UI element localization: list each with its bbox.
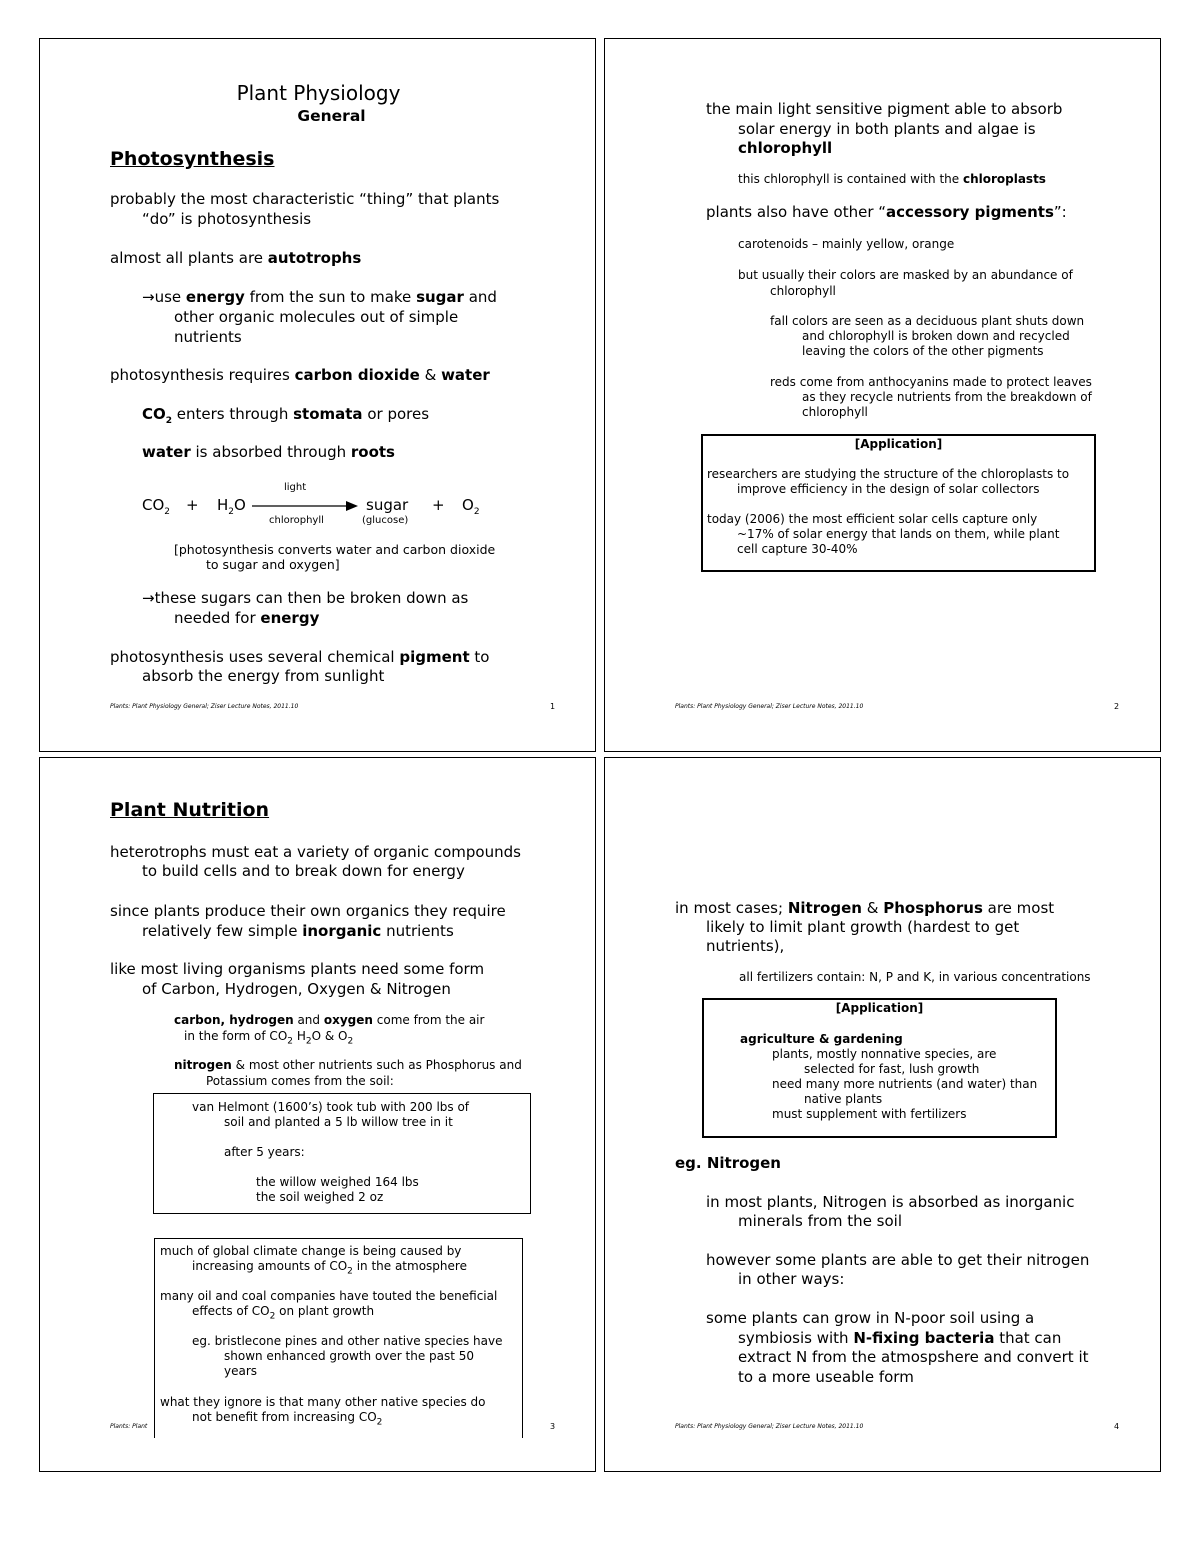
paragraph: symbiosis with N-fixing bacteria that can	[738, 1329, 1062, 1347]
paragraph: plants, mostly nonnative species, are	[772, 1047, 997, 1061]
equation-sugar: sugar	[366, 496, 409, 514]
paragraph: needed for energy	[174, 609, 320, 627]
experiment-box	[153, 1093, 531, 1214]
page-subtitle: General	[297, 107, 366, 125]
paragraph: in most cases; Nitrogen & Phosphorus are most	[675, 899, 1055, 917]
paragraph: agriculture & gardening	[740, 1032, 903, 1046]
paragraph: carotenoids – mainly yellow, orange	[738, 237, 955, 251]
paragraph: effects of $CO_2$ on plant growth	[192, 1304, 375, 1322]
paragraph: to a more useable form	[738, 1368, 914, 1386]
paragraph: soil and planted a 5 lb willow tree in it	[224, 1115, 453, 1129]
equation-plus: +	[186, 496, 199, 514]
paragraph: $CO_2$ enters through stomata or pores	[142, 405, 430, 426]
paragraph: to sugar and oxygen]	[206, 557, 340, 572]
paragraph: since plants produce their own organics they require	[110, 902, 506, 920]
slide-1	[39, 38, 596, 752]
paragraph: some plants can grow in N-poor soil using a	[706, 1309, 1035, 1327]
paragraph: of Carbon, Hydrogen, Oxygen & Nitrogen	[142, 980, 451, 998]
slide-4	[604, 757, 1161, 1472]
slide-2	[604, 38, 1161, 752]
box-title: [Application]	[854, 437, 943, 451]
paragraph: need many more nutrients (and water) than	[772, 1077, 1038, 1091]
equation-glucose-label: (glucose)	[362, 515, 409, 526]
paragraph: heterotrophs must eat a variety of organic compounds	[110, 843, 521, 861]
paragraph: other organic molecules out of simple	[174, 308, 459, 326]
paragraph: nitrogen & most other nutrients such as Phosphorus and	[174, 1058, 522, 1072]
paragraph: to build cells and to break down for energy	[142, 862, 465, 880]
paragraph: what they ignore is that many other native species do	[160, 1395, 486, 1409]
paragraph: photosynthesis uses several chemical pigment to	[110, 648, 490, 666]
page-number: 4	[1114, 1422, 1120, 1431]
paragraph: but usually their colors are masked by an abundance of	[738, 268, 1073, 282]
paragraph: reds come from anthocyanins made to protect leaves	[770, 375, 1092, 389]
paragraph: the main light sensitive pigment able to absorb	[706, 100, 1063, 118]
slide-3	[39, 757, 596, 1472]
paragraph: like most living organisms plants need some form	[110, 960, 485, 978]
paragraph: [photosynthesis converts water and carbon dioxide	[174, 542, 496, 557]
paragraph: today (2006) the most efficient solar cells capture only	[707, 512, 1038, 526]
paragraph: fall colors are seen as a deciduous plant shuts down	[770, 314, 1085, 328]
paragraph: “do” is photosynthesis	[142, 210, 312, 228]
page-number: 2	[1114, 702, 1120, 711]
section-subheading: eg. Nitrogen	[675, 1154, 781, 1172]
paragraph: probably the most characteristic “thing” that plants	[110, 190, 500, 208]
paragraph: selected for fast, lush growth	[804, 1062, 980, 1076]
paragraph: cell capture 30-40%	[737, 542, 858, 556]
paragraph: chlorophyll	[802, 405, 868, 419]
paragraph: years	[224, 1364, 258, 1378]
section-heading: Plant Nutrition	[110, 799, 270, 821]
slide-footer: Plants: Plant Physiology General; Ziser Lecture Notes, 2011.10	[110, 703, 299, 710]
paragraph: in most plants, Nitrogen is absorbed as inorganic	[706, 1193, 1075, 1211]
paragraph: relatively few simple inorganic nutrients	[142, 922, 454, 940]
paragraph: carbon, hydrogen and oxygen come from the air	[174, 1013, 485, 1027]
equation-chlorophyll-label: chlorophyll	[269, 515, 324, 526]
section-heading: Photosynthesis	[110, 148, 275, 170]
paragraph: many oil and coal companies have touted the beneficial	[160, 1289, 498, 1303]
paragraph: researchers are studying the structure of the chloroplasts to	[707, 467, 1070, 481]
paragraph: Potassium comes from the soil:	[206, 1074, 394, 1088]
equation-co2: $CO_2$	[142, 496, 171, 517]
equation-light-label: light	[284, 482, 307, 493]
paragraph: leaving the colors of the other pigments	[802, 344, 1044, 358]
slide-footer: Plants: Plant	[110, 1423, 148, 1430]
slide-footer: Plants: Plant Physiology General; Ziser Lecture Notes, 2011.10	[675, 1423, 864, 1430]
paragraph: plants also have other “accessory pigments”:	[706, 203, 1067, 221]
paragraph: →use energy from the sun to make sugar and	[142, 288, 497, 306]
paragraph: eg. bristlecone pines and other native species have	[192, 1334, 503, 1348]
box-title: [Application]	[835, 1001, 924, 1015]
paragraph: solar energy in both plants and algae is	[738, 120, 1036, 138]
paragraph: in other ways:	[738, 1270, 845, 1288]
paragraph: not benefit from increasing $CO_2$	[192, 1410, 383, 1428]
paragraph: ~17% of solar energy that lands on them, while plant	[737, 527, 1060, 541]
paragraph: almost all plants are autotrophs	[110, 249, 362, 267]
paragraph: improve efficiency in the design of solar collectors	[737, 482, 1040, 496]
climate-box	[154, 1238, 523, 1438]
paragraph: chlorophyll	[770, 284, 836, 298]
paragraph: after 5 years:	[224, 1145, 305, 1159]
page-title: Plant Physiology	[236, 81, 401, 105]
page-number: 3	[550, 1422, 556, 1431]
paragraph: nutrients),	[706, 937, 785, 955]
paragraph: absorb the energy from sunlight	[142, 667, 385, 685]
paragraph: shown enhanced growth over the past 50	[224, 1349, 475, 1363]
paragraph: chlorophyll	[738, 139, 833, 157]
equation-h2o: $H_2O$	[217, 496, 246, 517]
paragraph: much of global climate change is being caused by	[160, 1244, 462, 1258]
paragraph: likely to limit plant growth (hardest to get	[706, 918, 1020, 936]
paragraph: →these sugars can then be broken down as	[142, 589, 469, 607]
paragraph: this chlorophyll is contained with the chloroplasts	[738, 172, 1046, 186]
paragraph: the soil weighed 2 oz	[256, 1190, 384, 1204]
paragraph: however some plants are able to get their nitrogen	[706, 1251, 1090, 1269]
paragraph: all fertilizers contain: N, P and K, in various concentrations	[739, 970, 1091, 984]
equation-o2: $O_2$	[462, 496, 480, 517]
paragraph: native plants	[804, 1092, 883, 1106]
equation-plus: +	[432, 496, 445, 514]
reaction-arrow-icon	[252, 500, 358, 512]
paragraph: minerals from the soil	[738, 1212, 903, 1230]
paragraph: photosynthesis requires carbon dioxide & water	[110, 366, 490, 384]
paragraph: as they recycle nutrients from the breakdown of	[802, 390, 1092, 404]
paragraph: water is absorbed through roots	[142, 443, 395, 461]
application-box	[701, 434, 1096, 572]
paragraph: and chlorophyll is broken down and recycled	[802, 329, 1070, 343]
application-box	[702, 998, 1057, 1138]
paragraph: increasing amounts of $CO_2$ in the atmosphere	[192, 1259, 467, 1277]
paragraph: in the form of $CO_2$ $H_2O$ & $O_2$	[184, 1029, 354, 1047]
paragraph: van Helmont (1600’s) took tub with 200 lbs of	[192, 1100, 470, 1114]
page-number: 1	[550, 702, 556, 711]
paragraph: the willow weighed 164 lbs	[256, 1175, 419, 1189]
paragraph: must supplement with fertilizers	[772, 1107, 967, 1121]
paragraph: nutrients	[174, 328, 242, 346]
paragraph: extract N from the atmospshere and convert it	[738, 1348, 1089, 1366]
slide-footer: Plants: Plant Physiology General; Ziser Lecture Notes, 2011.10	[675, 703, 864, 710]
